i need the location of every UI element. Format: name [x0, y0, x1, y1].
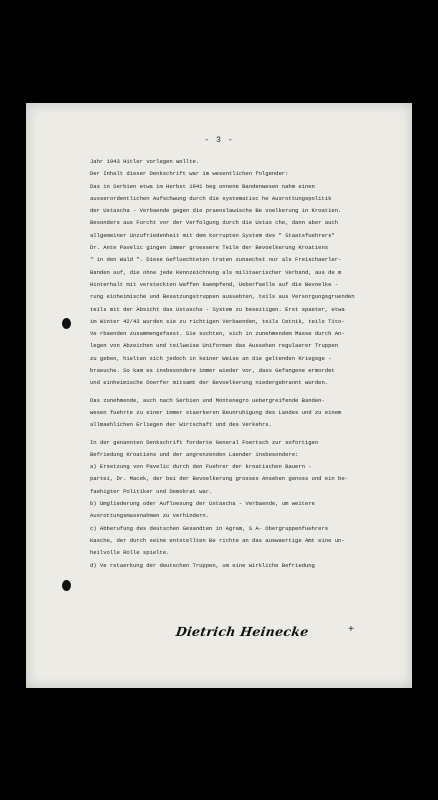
text-line: zu geben, hielten sich jedoch in keiner Weise an die geltenden Kriegsge -: [90, 354, 332, 362]
text-line: d) Ve rstaerkung der deutschen Truppen, um eine wirkliche Befriedung: [90, 561, 315, 569]
text-line: braeuche. So kam es insbesondere immer wieder vor, dass Gefangene ermordet: [90, 367, 335, 375]
text-line: In der genannten Denkschrift forderte General Foertsch zur sofortigen: [90, 438, 319, 446]
text-line: Das in Serbien etwa im Herbst 1941 beg onnene Bandenwesen nahm einen: [90, 182, 315, 190]
text-line: ausserordentlichen Aufschwung durch die systematisc he Ausrottungspolitik: [90, 194, 332, 202]
text-line: partei, Dr. Macek, der bei der Bevoelkerung grosses Ansehen genoss und ein be-: [90, 475, 348, 483]
text-line: Kasche, der durch seine entstellten Be richte an das auswaertige Amt eine un-: [90, 536, 345, 544]
text-line: im Winter 42/43 wurden sie zu richtigen Verbaenden, teils Cetnik, teils Tito-: [90, 317, 345, 325]
text-line: Der Inhalt dieser Denkschrift war im wesentlichen folgender:: [90, 170, 289, 178]
text-line: Besonders aus Furcht vor der Verfolgung durch die Ustas che, dann aber auch: [90, 219, 339, 227]
text-line: faehigter Politiker und Demokrat war.: [90, 487, 213, 495]
document-page: [26, 103, 412, 688]
text-line: rung einheimische und Besatzungstruppen ausuebten, teils aus Versorgungsgruenden: [90, 293, 355, 301]
text-line: " in den Wald ". Diese Gefluechteten traten zunaechst nur als Freischaerler-: [90, 256, 342, 264]
text-line: Ve rbaenden zusammengefasst. Sie suchten, sich in zunehmendem Masse durch An-: [90, 330, 345, 338]
document-body: [90, 156, 372, 572]
text-line: Hinterhalt mit versteckten Waffen kaempfend, Ueberfaelle auf die Bevoelke -: [90, 280, 339, 288]
punch-hole: [62, 580, 71, 591]
text-line: Ausrottungsmassnahmen zu verhindern.: [90, 512, 210, 520]
text-line: a) Ersetzung von Pavelic durch den Fuehrer der kroatischen Bauern -: [90, 463, 312, 471]
text-line: allmaehlichen Erliegen der Wirtschaft und des Verkehrs.: [90, 421, 272, 429]
text-line: allgemeiner Unzufriedenheit mit dem korrupten System des " Staatsfuehrers": [90, 231, 335, 239]
text-line: heilvolle Rolle spielte.: [90, 549, 170, 557]
signature-mark: +: [348, 625, 355, 636]
handwritten-signature: Dietrich Heinecke: [174, 624, 310, 639]
text-line: teils mit der Absicht das Ustascha - System zu beseitigen. Erst spaeter, etwa: [90, 305, 345, 313]
text-line: Jahr 1943 Hitler vorlegen wollte.: [90, 158, 200, 165]
text-line: Banden auf, die ohne jede Kennzeichnung als militaerischer Verband, aus de m: [90, 268, 342, 276]
text-line: und einheimische Doerfer mitsamt der Bevoelkerung niedergebrannt wurden.: [90, 379, 329, 387]
text-line: legen von Abzeichen und teilweise Uniformen das Aussehen regulaerer Truppen: [90, 342, 339, 350]
text-line: Befriedung Kroatiens und der angrenzenden Laender insbesondere:: [90, 450, 299, 458]
text-line: Das zunehmende, auch nach Serbien und Montenegro uebergreifende Banden-: [90, 396, 325, 404]
text-line: wesen fuehrte zu einer immer staerkeren Beunruhigung des Landes und zu einem: [90, 408, 342, 416]
text-line: c) Abberufung des deutschen Gesandten in Agram, S A- Obergruppenfuehrers: [90, 524, 329, 532]
text-line: der Ustascha - Verbaende gegen die praeoslawische Be voelkerung in Kroatien.: [90, 207, 342, 215]
text-line: Dr. Ante Pavelic gingen immer groessere Teile der Bevoelkerung Kroatiens: [90, 244, 329, 252]
text-line: b) Umgliederung oder Aufloesung der Ustascha - Verbaende, um weitere: [90, 500, 315, 508]
punch-hole: [62, 318, 71, 329]
page-number: - 3 -: [204, 136, 234, 145]
